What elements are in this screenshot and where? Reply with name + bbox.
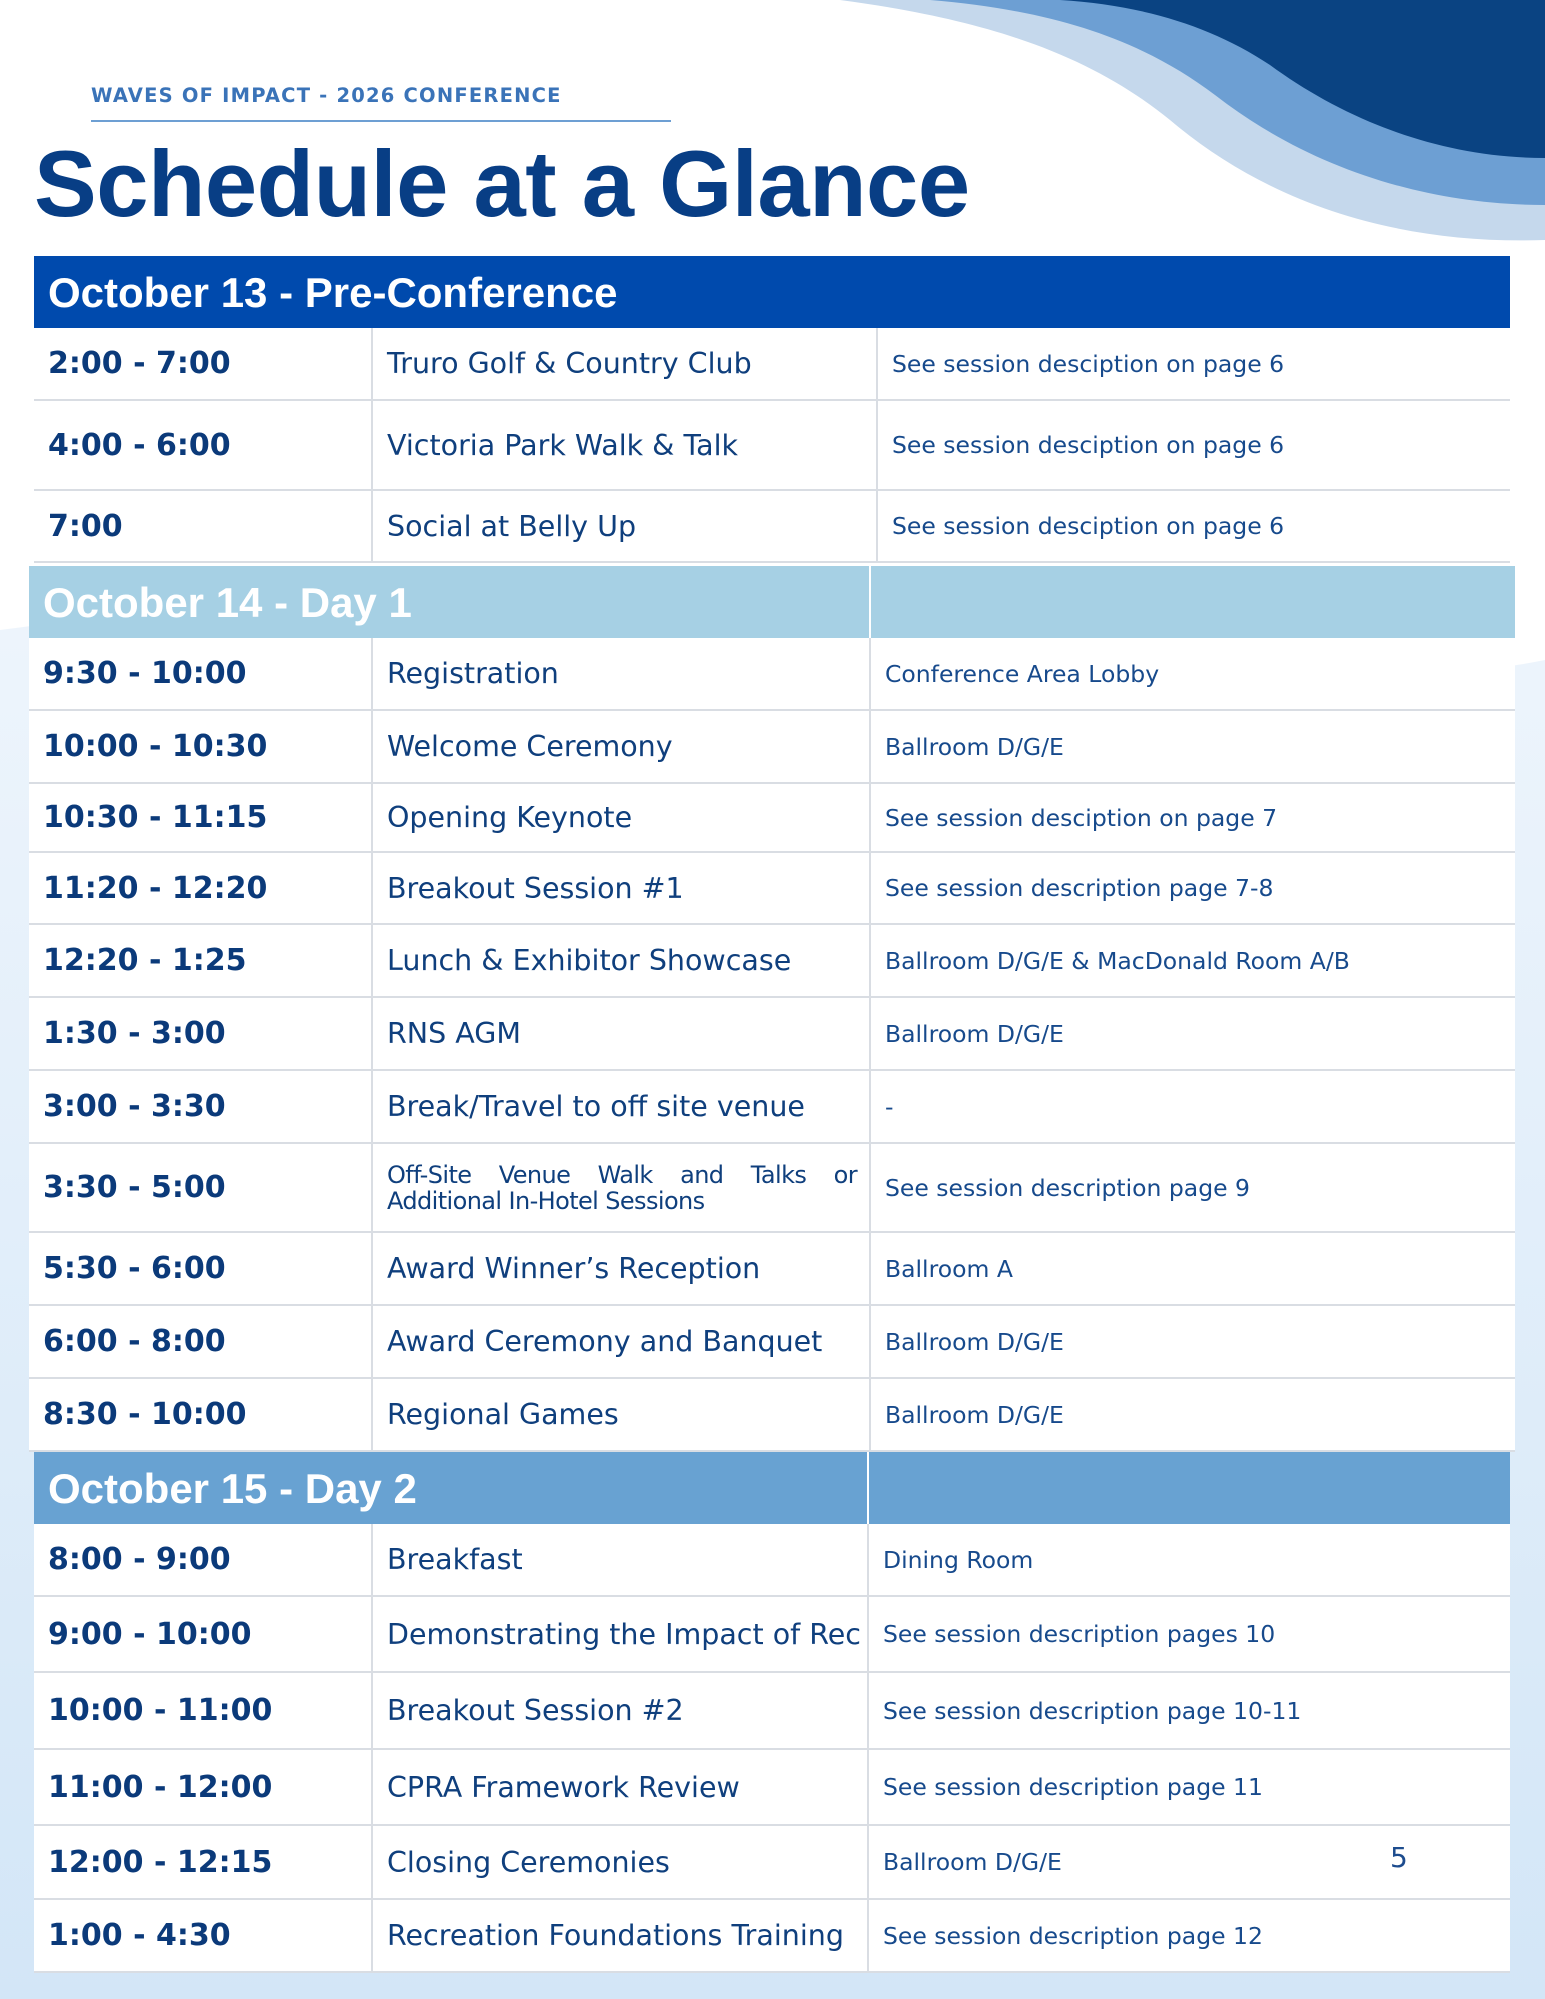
- event-cell: Breakout Session #2: [373, 1673, 869, 1748]
- note-cell: See session desciption on page 6: [892, 431, 1285, 459]
- day2-section: [34, 1452, 1510, 1973]
- table-row: [29, 853, 1515, 925]
- event-cell: Truro Golf & Country Club: [373, 328, 878, 399]
- conference-eyebrow: WAVES OF IMPACT - 2026 CONFERENCE: [91, 84, 562, 107]
- event-cell: RNS AGM: [373, 998, 871, 1069]
- note-cell: See session desciption on page 6: [892, 512, 1285, 540]
- time-cell: 12:00 - 12:15: [34, 1826, 373, 1898]
- table-row: [29, 1144, 1515, 1233]
- note-cell: See session description page 12: [883, 1921, 1263, 1950]
- time-cell: 9:30 - 10:00: [29, 638, 373, 709]
- time-cell: 6:00 - 8:00: [29, 1306, 373, 1377]
- page-title: Schedule at a Glance: [34, 131, 970, 236]
- table-row: [29, 1233, 1515, 1306]
- event-cell: Breakfast: [373, 1524, 869, 1595]
- note-cell: See session desciption on page 6: [892, 349, 1285, 378]
- section-heading: October 14 - Day 1: [29, 566, 871, 638]
- time-cell: 3:00 - 3:30: [29, 1071, 373, 1142]
- section-heading: October 13 - Pre-Conference: [48, 269, 618, 316]
- event-cell: Award Ceremony and Banquet: [373, 1306, 871, 1377]
- table-row: [29, 1306, 1515, 1379]
- note-cell: Ballroom D/G/E: [883, 1848, 1062, 1876]
- table-row: [34, 401, 1510, 491]
- event-cell: Lunch & Exhibitor Showcase: [373, 925, 871, 996]
- time-cell: 11:00 - 12:00: [34, 1750, 373, 1824]
- event-cell: Regional Games: [373, 1379, 871, 1450]
- table-row: [34, 1524, 1510, 1597]
- day1-section: [29, 566, 1515, 1452]
- note-cell: See session description page 7-8: [885, 874, 1274, 902]
- time-cell: 2:00 - 7:00: [34, 328, 373, 399]
- pre-conference-section: [34, 256, 1510, 563]
- table-row: [29, 1071, 1515, 1144]
- time-cell: 10:00 - 10:30: [29, 711, 373, 782]
- time-cell: 9:00 - 10:00: [34, 1597, 373, 1671]
- section-header: [29, 566, 1515, 638]
- section-header: [34, 1452, 1510, 1524]
- note-cell: See session description page 11: [883, 1773, 1263, 1801]
- event-cell: Breakout Session #1: [373, 853, 871, 923]
- event-cell: Off-Site Venue Walk and Talks or Additional In-Hotel Sessions: [373, 1144, 871, 1231]
- section-heading: October 15 - Day 2: [34, 1452, 869, 1524]
- time-cell: 3:30 - 5:00: [29, 1144, 373, 1231]
- section-header: [34, 256, 1510, 328]
- table-row: [34, 1826, 1510, 1900]
- table-row: [34, 1750, 1510, 1826]
- time-cell: 5:30 - 6:00: [29, 1233, 373, 1304]
- time-cell: 7:00: [34, 491, 373, 561]
- note-cell: Ballroom A: [885, 1254, 1013, 1283]
- event-cell: Welcome Ceremony: [373, 711, 871, 782]
- time-cell: 10:00 - 11:00: [34, 1673, 373, 1748]
- time-cell: 8:00 - 9:00: [34, 1524, 373, 1595]
- note-cell: See session description pages 10: [883, 1620, 1276, 1648]
- note-cell: Ballroom D/G/E: [885, 1327, 1064, 1356]
- time-cell: 1:30 - 3:00: [29, 998, 373, 1069]
- table-row: [29, 998, 1515, 1071]
- eyebrow-divider: [91, 120, 671, 122]
- time-cell: 8:30 - 10:00: [29, 1379, 373, 1450]
- table-row: [34, 491, 1510, 563]
- time-cell: 1:00 - 4:30: [34, 1900, 373, 1971]
- table-row: [29, 711, 1515, 784]
- time-cell: 10:30 - 11:15: [29, 784, 373, 851]
- table-row: [29, 784, 1515, 853]
- event-cell: Closing Ceremonies: [373, 1826, 869, 1898]
- section-header-blank: [869, 1452, 1510, 1524]
- note-cell: Dining Room: [883, 1545, 1034, 1574]
- table-row: [29, 1379, 1515, 1452]
- event-cell: Demonstrating the Impact of Rec: [373, 1597, 869, 1671]
- table-row: [34, 1597, 1510, 1673]
- table-row: [29, 925, 1515, 998]
- page-number: 5: [1390, 1841, 1408, 1874]
- table-row: [29, 638, 1515, 711]
- table-row: [34, 328, 1510, 401]
- event-cell: Victoria Park Walk & Talk: [373, 401, 878, 489]
- note-cell: See session desciption on page 7: [885, 803, 1278, 832]
- note-cell: Conference Area Lobby: [885, 659, 1160, 688]
- note-cell: Ballroom D/G/E: [885, 732, 1064, 761]
- note-cell: See session description page 10-11: [883, 1696, 1302, 1725]
- event-cell: Social at Belly Up: [373, 491, 878, 561]
- event-cell: Break/Travel to off site venue: [373, 1071, 871, 1142]
- note-cell: -: [885, 1092, 894, 1121]
- table-row: [34, 1900, 1510, 1973]
- event-cell: Registration: [373, 638, 871, 709]
- note-cell: Ballroom D/G/E: [885, 1400, 1064, 1429]
- event-cell: Opening Keynote: [373, 784, 871, 851]
- note-cell: See session description page 9: [885, 1173, 1251, 1202]
- event-cell: Award Winner’s Reception: [373, 1233, 871, 1304]
- note-cell: Ballroom D/G/E: [885, 1019, 1064, 1048]
- time-cell: 12:20 - 1:25: [29, 925, 373, 996]
- note-cell: Ballroom D/G/E & MacDonald Room A/B: [885, 946, 1350, 975]
- event-cell: Recreation Foundations Training: [373, 1900, 869, 1971]
- section-header-blank: [871, 566, 1515, 638]
- time-cell: 11:20 - 12:20: [29, 853, 373, 923]
- event-cell: CPRA Framework Review: [373, 1750, 869, 1824]
- table-row: [34, 1673, 1510, 1750]
- time-cell: 4:00 - 6:00: [34, 401, 373, 489]
